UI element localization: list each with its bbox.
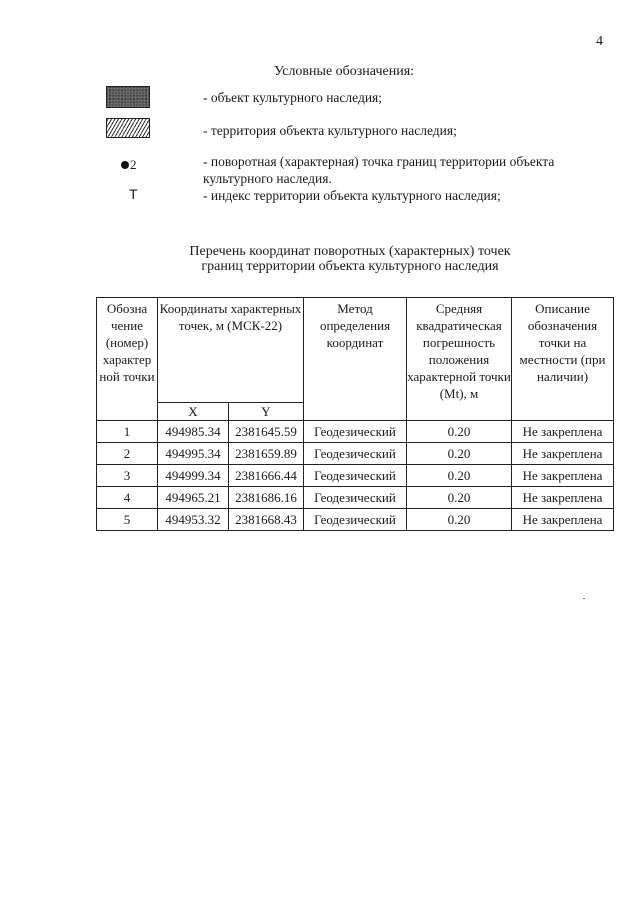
cell-num: 4 xyxy=(97,487,158,509)
cell-desc: Не закреплена xyxy=(512,509,614,531)
cell-method: Геодезический xyxy=(304,509,407,531)
cell-y: 2381668.43 xyxy=(229,509,304,531)
cell-num: 1 xyxy=(97,421,158,443)
cell-method: Геодезический xyxy=(304,487,407,509)
territory-hatch-icon xyxy=(106,118,150,138)
header-x: X xyxy=(158,403,229,421)
cell-error: 0.20 xyxy=(407,443,512,465)
legend-title: Условные обозначения: xyxy=(274,64,415,79)
coordinates-table xyxy=(96,297,614,531)
cell-desc: Не закреплена xyxy=(512,443,614,465)
legend-text-turning-point: - поворотная (характерная) точка границ территории объекта культурного наследия. xyxy=(203,154,555,186)
point-number: 2 xyxy=(130,157,137,172)
cell-num: 2 xyxy=(97,443,158,465)
cell-desc: Не закреплена xyxy=(512,487,614,509)
section-title-line1: Перечень координат поворотных (характерных) точек xyxy=(189,244,511,259)
page-number: 4 xyxy=(596,34,603,49)
cell-num: 5 xyxy=(97,509,158,531)
cell-x: 494999.34 xyxy=(158,465,229,487)
cell-x: 494995.34 xyxy=(158,443,229,465)
header-coordinates: Координаты характерных точек, м (МСК-22) xyxy=(158,298,304,403)
table-row xyxy=(97,465,614,487)
legend-text-territory: - территория объекта культурного наследия; xyxy=(203,123,457,138)
header-y: Y xyxy=(229,403,304,421)
cell-x: 494953.32 xyxy=(158,509,229,531)
cell-error: 0.20 xyxy=(407,509,512,531)
cell-error: 0.20 xyxy=(407,487,512,509)
legend-text-index: - индекс территории объекта культурного наследия; xyxy=(203,188,501,203)
legend-text-object: - объект культурного наследия; xyxy=(203,90,383,105)
header-method: Метод определения координат xyxy=(304,298,407,421)
cell-method: Геодезический xyxy=(304,443,407,465)
cell-y: 2381645.59 xyxy=(229,421,304,443)
scan-speck xyxy=(583,598,585,599)
section-title-line2: границ территории объекта культурного наследия xyxy=(201,259,499,274)
turning-point-icon xyxy=(121,157,137,173)
table-row xyxy=(97,421,614,443)
point-dot-icon xyxy=(121,161,129,169)
header-designation: Обозна чение (номер) характер ной точки xyxy=(97,298,158,421)
cell-method: Геодезический xyxy=(304,421,407,443)
cell-method: Геодезический xyxy=(304,465,407,487)
object-fill-icon xyxy=(106,86,150,108)
section-title xyxy=(130,244,570,274)
cell-desc: Не закреплена xyxy=(512,421,614,443)
header-error: Средняя квадратическая погрешность положения характерной точки (Mt), м xyxy=(407,298,512,421)
header-description: Описание обозначения точки на местности (при наличии) xyxy=(512,298,614,421)
cell-num: 3 xyxy=(97,465,158,487)
cell-y: 2381659.89 xyxy=(229,443,304,465)
cell-x: 494965.21 xyxy=(158,487,229,509)
cell-error: 0.20 xyxy=(407,421,512,443)
table-row xyxy=(97,443,614,465)
table-row xyxy=(97,487,614,509)
territory-index-icon: Т xyxy=(129,186,138,202)
cell-y: 2381666.44 xyxy=(229,465,304,487)
cell-x: 494985.34 xyxy=(158,421,229,443)
cell-y: 2381686.16 xyxy=(229,487,304,509)
cell-error: 0.20 xyxy=(407,465,512,487)
cell-desc: Не закреплена xyxy=(512,465,614,487)
table-row xyxy=(97,509,614,531)
